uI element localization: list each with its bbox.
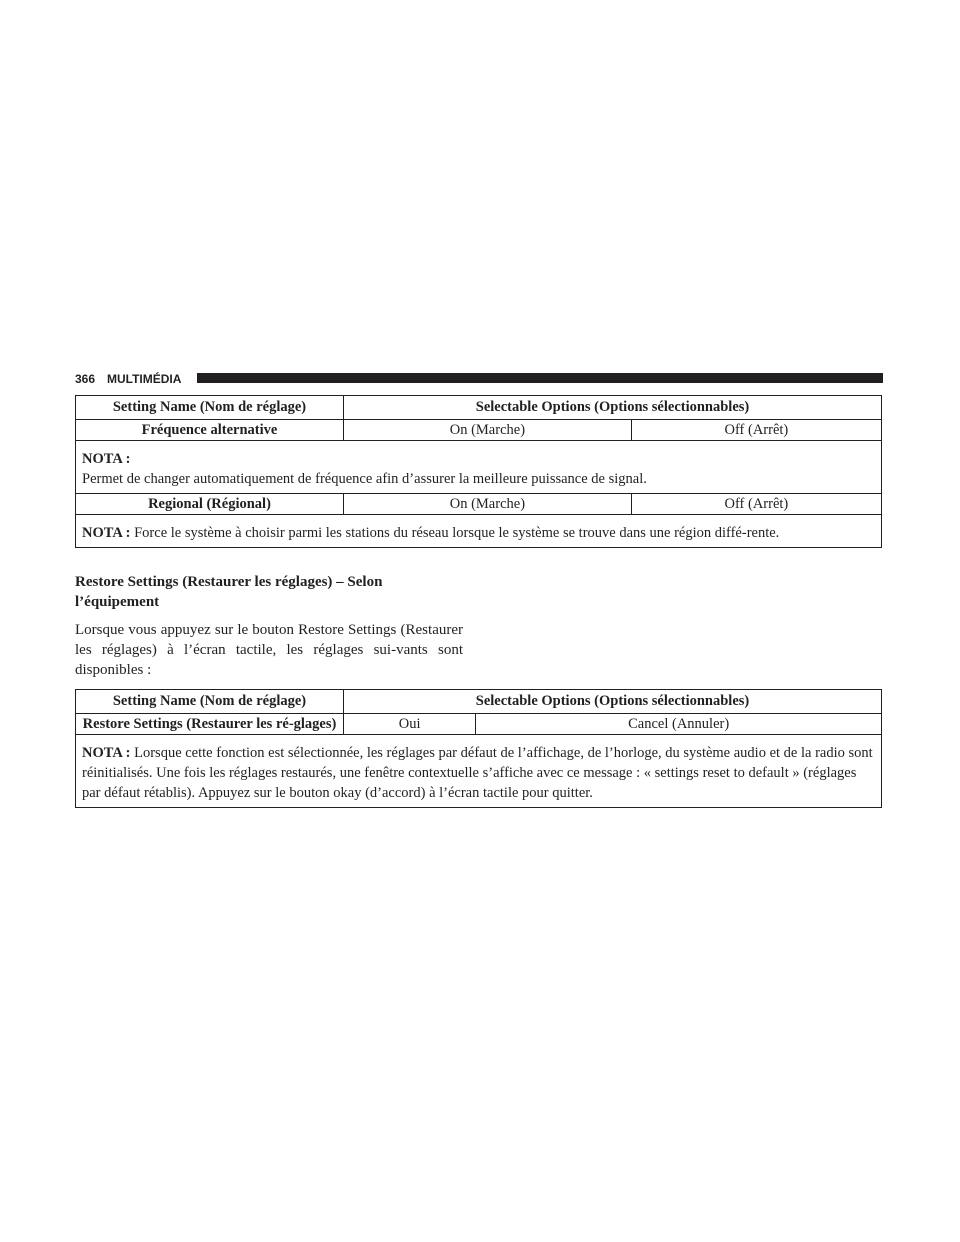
settings-table-radio (75, 395, 882, 548)
column-header-setting: Setting Name (Nom de réglage) (76, 690, 344, 714)
page-number: 366 (75, 372, 96, 386)
section-heading: Restore Settings (Restaurer les réglages) – Selon l’équipement (75, 574, 383, 610)
table-row (76, 714, 882, 735)
setting-name: Restore Settings (Restaurer les ré-glages) (76, 714, 344, 735)
table-header-row (76, 396, 882, 420)
note-row (76, 441, 882, 494)
table-row (76, 494, 882, 515)
table-header-row (76, 690, 882, 714)
setting-name: Regional (Régional) (76, 494, 344, 515)
section-title: MULTIMÉDIA (107, 372, 182, 386)
option-cancel: Cancel (Annuler) (476, 714, 882, 735)
note-label: NOTA : (82, 525, 131, 541)
settings-table-restore (75, 689, 882, 808)
option-off: Off (Arrêt) (631, 494, 881, 515)
page-header (75, 368, 883, 388)
option-off: Off (Arrêt) (631, 420, 881, 441)
note-label: NOTA : (82, 451, 131, 467)
option-on: On (Marche) (344, 494, 632, 515)
setting-name: Fréquence alternative (76, 420, 344, 441)
column-header-options: Selectable Options (Options sélectionnables) (344, 396, 882, 420)
note-row (76, 515, 882, 548)
note-cell (76, 515, 882, 548)
note-text: Force le système à choisir parmi les stations du réseau lorsque le système se trouve dans une région diffé-rente. (130, 525, 780, 541)
note-cell (76, 441, 882, 494)
column-header-options: Selectable Options (Options sélectionnables) (344, 690, 882, 714)
note-label: NOTA : (82, 745, 131, 761)
column-header-setting: Setting Name (Nom de réglage) (76, 396, 344, 420)
table-row (76, 420, 882, 441)
note-text: Lorsque cette fonction est sélectionnée, les réglages par défaut de l’affichage, de l’horloge, du système audio et de la radio sont réinitialisés. Une fois les réglages restaurés, une fenêtre contextuelle s’affiche avec ce message : « settings reset to default » (réglages par défaut rétablis). Appuyez sur le bouton okay (d’accord) à l’écran tactile pour quitter. (82, 745, 873, 801)
section-paragraph: Lorsque vous appuyez sur le bouton Restore Settings (Restaurer les réglages) à l’écran tactile, les réglages sui-vants sont disponibles : (75, 622, 463, 678)
option-on: On (Marche) (344, 420, 632, 441)
note-text: Permet de changer automatiquement de fréquence afin d’assurer la meilleure puissance de signal. (82, 471, 647, 487)
header-rule (197, 373, 883, 383)
note-cell (76, 735, 882, 808)
note-row (76, 735, 882, 808)
option-yes: Oui (344, 714, 476, 735)
